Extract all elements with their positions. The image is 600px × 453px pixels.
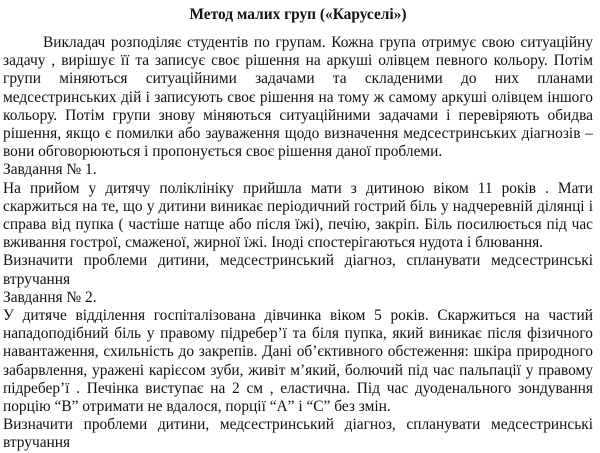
task-1-text: На прийом у дитячу поліклініку прийшла мати з дитиною віком 11 років . Мати скаржиться на те, що у дитини виникає періодичний гострий біль у надчеревній ділянці і справа від пупка ( частіше натще або після їжі), печію, закріп. Біль посилюється під час вживання гострої, смаженої, жирної їжі. Іноді спостерігаються нудота і блювання. [3, 179, 593, 252]
document-page [3, 6, 593, 453]
task-2-heading: Завдання № 2. [3, 288, 97, 306]
intro-paragraph: Викладач розподіляє студентів по групам. Кожна група отримує свою ситуаційну задачу , вирішує її та записує своє рішення на аркуші олівцем певного кольору. Потім групи міняються ситуаційними задачами та складеними до них планами медсестринських дій і записують своє рішення на тому ж самому аркуші олівцем іншого кольору. Потім групи знову міняються ситуаційними задачами і перевіряють обидва рішення, якщо є помилки або зауваження щодо визначення медсестринських діагнозів – вони обговорюються і пропонується своє рішення даної проблеми. [3, 34, 593, 161]
task-1-question: Визначити проблеми дитини, медсестринський діагноз, спланувати медсестринські втручання [3, 252, 593, 288]
task-2-question: Визначити проблеми дитини, медсестринський діагноз, спланувати медсестринські втручання [3, 416, 593, 452]
task-2-text: У дитяче відділення госпіталізована дівчинка віком 5 років. Скаржиться на частий нападоподібний біль у правому підребер’ї та біля пупка, який виникає після фізичного навантаження, схильність до закрепів. Дані об’єктивного обстеження: шкіра природного забарвлення, уражені карієсом зуби, живіт м’який, болючий під час пальпації у правому підребер’ї . Печінка виступає на 2 см , еластична. Під час дуоденального зондування порцію “B” отримати не вдалося, порції “A” і “C” без змін. [3, 307, 593, 416]
document-title: Метод малих груп («Каруселі») [189, 6, 407, 23]
task-1-heading: Завдання № 1. [3, 161, 97, 179]
